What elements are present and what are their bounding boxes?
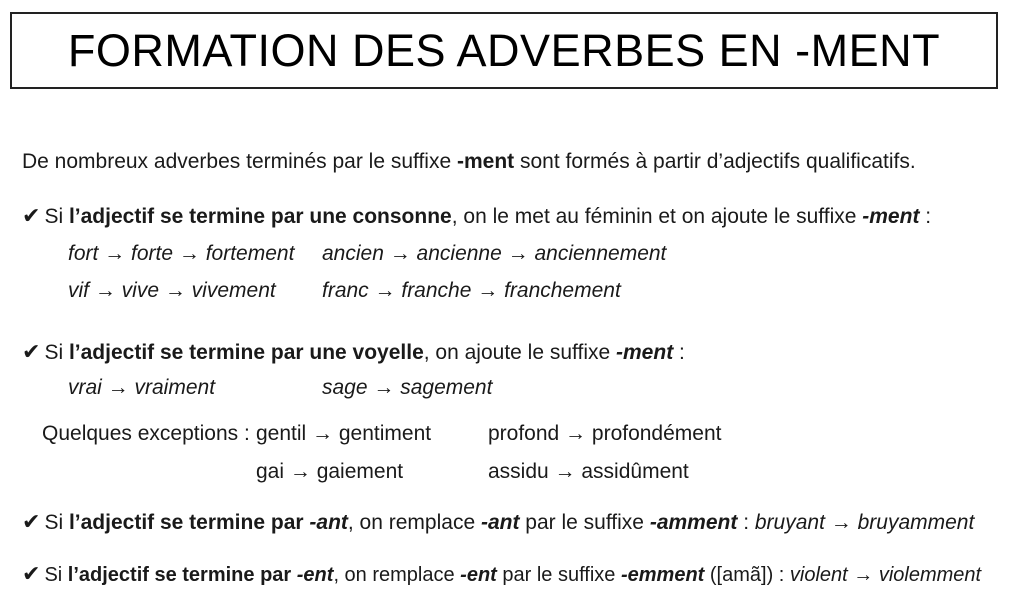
- intro-text-before: De nombreux adverbes terminés par le suffixe: [22, 150, 457, 173]
- check-mark-icon: ✔: [22, 561, 41, 586]
- rule-bold: l’adjectif se termine par: [67, 564, 297, 586]
- rule-ending: -ant: [309, 511, 348, 534]
- rule-bold: l’adjectif se termine par une consonne: [68, 205, 452, 228]
- intro-paragraph: [22, 150, 916, 174]
- exception-profond: profond → profondément: [488, 422, 722, 445]
- rule-mid: , on le met au féminin et on ajoute le suffixe: [451, 205, 863, 228]
- example-vrai: vrai → vraiment: [68, 376, 216, 399]
- rule-vowel: [22, 339, 685, 365]
- intro-suffix: -ment: [457, 150, 515, 173]
- exception-assidu: assidu → assidûment: [488, 460, 689, 483]
- rule-example: bruyant → bruyamment: [754, 511, 975, 534]
- rule-bold: l’adjectif se termine par une voyelle: [68, 341, 424, 364]
- rule-ant: [22, 509, 974, 535]
- example-vif: vif → vive → vivement: [68, 279, 276, 302]
- check-mark-icon: ✔: [22, 339, 41, 364]
- intro-text-after: sont formés à partir d’adjectifs qualificatifs.: [514, 150, 916, 173]
- rule-post: :: [737, 511, 755, 534]
- rule-ent: [22, 561, 981, 587]
- exceptions-label: Quelques exceptions :: [42, 422, 250, 445]
- rule-ending-2: -ent: [460, 564, 497, 586]
- rule-mid-2: par le suffixe: [519, 511, 650, 534]
- rule-suffix: -amment: [649, 511, 738, 534]
- example-ancien: ancien → ancienne → anciennement: [322, 242, 667, 265]
- check-mark-icon: ✔: [22, 509, 41, 534]
- rule-consonant: [22, 203, 931, 229]
- example-sage: sage → sagement: [322, 376, 493, 399]
- example-franc: franc → franche → franchement: [322, 279, 621, 302]
- title-box: [10, 12, 998, 89]
- rule-ending-2: -ant: [480, 511, 520, 534]
- check-mark-icon: ✔: [22, 203, 41, 228]
- rule-mid: , on remplace: [333, 564, 461, 586]
- rule-suffix: -emment: [620, 564, 705, 586]
- rule-suffix: -ment: [862, 205, 920, 228]
- exception-gai: gai → gaiement: [256, 460, 404, 483]
- rule-pre: Si: [44, 341, 69, 364]
- rule-example: violent → violemment: [789, 564, 982, 586]
- example-fort: fort → forte → fortement: [68, 242, 295, 265]
- rule-pre: Si: [44, 511, 69, 534]
- rule-bold: l’adjectif se termine par: [68, 511, 310, 534]
- rule-mid-2: par le suffixe: [496, 564, 621, 586]
- rule-pre: Si: [44, 564, 68, 586]
- exception-gentil: gentil → gentiment: [256, 422, 432, 445]
- rule-ending: -ent: [296, 564, 334, 586]
- rule-post: :: [673, 341, 685, 364]
- rule-pre: Si: [44, 205, 69, 228]
- rule-suffix: -ment: [616, 341, 674, 364]
- page-title: FORMATION DES ADVERBES EN -MENT: [67, 24, 941, 76]
- rule-mid: , on remplace: [347, 511, 481, 534]
- rule-mid: , on ajoute le suffixe: [423, 341, 617, 364]
- rule-post: :: [919, 205, 932, 228]
- rule-post: ([amã]) :: [704, 564, 790, 586]
